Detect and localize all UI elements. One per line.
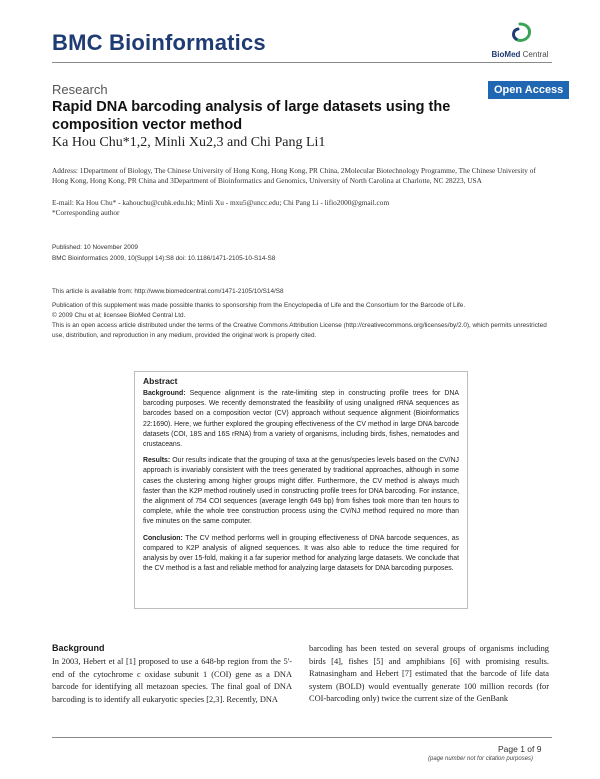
background-text: Sequence alignment is the rate-limiting step in constructing profile trees for DNA barcoding purposes. We recently demonstrated the feasibility of using unaligned rRNA sequences as barcodes based on a composition vector (CV) approach without sequence alignment (Bioinformatics 22:1690). Here, we further explored the grouping effectiveness of the CV method in large DNA barcode datasets (COI, 18S and 16S rRNA) from a variety of organisms, including birds, fishes, nematodes and crustaceans. [143, 390, 459, 449]
publisher-logo [490, 22, 550, 62]
header-rule [52, 62, 552, 63]
footer-rule [52, 737, 552, 738]
body-column-right: barcoding has been tested on several groups of organisms including birds [4], fishes [5] and amphibians [6] with promising results. Ratnasingham and Hebert [7] estimated that the barcode of life data system (BOLD) would eventually generate 100 million records (for COI-barcoding only) twice the current size of the GenBank [309, 644, 549, 703]
author-emails: E-mail: Ka Hou Chu* - kahouchu@cuhk.edu.hk; Minli Xu - mxu5@uncc.edu; Chi Pang Li - lifio2000@gmail.com [52, 198, 390, 207]
corresponding-note: *Corresponding author [52, 208, 120, 217]
license-text: This is an open access article distributed under the terms of the Creative Commons Attribution License (http://creativecommons.org/licenses/by/2.0), which permits unrestricted use, distribution, and reproduction in any medium, provided the original work is properly cited. [52, 322, 547, 339]
citation-line: BMC Bioinformatics 2009, 10(Suppl 14):S8 doi: 10.1186/1471-2105-10-S14-S8 [52, 255, 276, 262]
body-column-left: In 2003, Hebert et al [1] proposed to use a 648-bp region from the 5'-end of the cytochrome c oxidase subunit 1 (COI) gene as a DNA barcode for identifying all metazoan species. The final goal of DNA barcoding is to identify all eukaryotic species [2,3]. Recently, DNA [52, 657, 292, 704]
page-number: Page 1 of 9 [498, 744, 542, 754]
abstract-background [143, 389, 459, 450]
article-title: Rapid DNA barcoding analysis of large datasets using the composition vector method [52, 99, 451, 133]
publisher-brand: BioMed [491, 50, 521, 59]
conclusion-label: Conclusion: [143, 534, 183, 542]
publisher-suffix: Central [522, 50, 549, 59]
journal-title: BMC Bioinformatics [52, 30, 266, 55]
results-text: Our results indicate that the grouping of taxa at the genus/species levels based on the CV/NJ approach is invariably consistent with the trees generated by traditional approaches, although in some cases the clustering among higher groups might differ. Furthermore, the CV method is always much faster than the K2P method routinely used in constructing profile trees for DNA barcoding. For instance, the alignment of 754 COI sequences (average length 649 bp) from fishes took more than ten hours to complete, while the whole tree construction process using the CV/NJ method required no more than five minutes on the same computer. [143, 457, 459, 526]
copyright-line: © 2009 Chu et al; licensee BioMed Central Ltd. [52, 312, 186, 319]
publication-note: Publication of this supplement was made possible thanks to sponsorship from the Encyclopedia of Life and the Consortium for the Barcode of Life. [52, 302, 466, 309]
page-number-note: (page number not for citation purposes) [428, 756, 534, 762]
conclusion-text: The CV method performs well in grouping effectiveness of DNA barcode sequences, as compared to K2P analysis of aligned sequences. It was also able to reduce the time required for analysis by over 15-fold, making it a far superior method for analyzing large datasets. We conclude that the CV method is a fast and reliable method for analyzing large datasets for DNA barcoding purposes. [143, 534, 459, 573]
abstract-conclusion [143, 534, 459, 575]
biomed-swirl-icon [507, 22, 533, 44]
abstract-heading: Abstract [143, 376, 178, 386]
author-list: Ka Hou Chu*1,2, Minli Xu2,3 and Chi Pang Li1 [52, 135, 326, 150]
background-label: Background: [143, 390, 186, 397]
article-url[interactable]: This article is available from: http://www.biomedcentral.com/1471-2105/10/S14/S8 [52, 288, 284, 295]
abstract-results [143, 456, 459, 527]
background-heading: Background [52, 643, 105, 653]
abstract-box [134, 371, 468, 609]
results-label: Results: [143, 457, 171, 465]
article-type: Research [52, 82, 108, 97]
affiliations: Address: 1Department of Biology, The Chinese University of Hong Kong, Hong Kong, PR China, 2Molecular Biotechnology Programme, The Chinese University of Hong Kong, Hong Kong, PR China and 3Department of Bioinformatics and Genomics, University of North Carolina at Charlotte, NC 28223, USA [52, 166, 536, 185]
open-access-badge: Open Access [488, 81, 569, 99]
published-date: Published: 10 November 2009 [52, 244, 138, 251]
